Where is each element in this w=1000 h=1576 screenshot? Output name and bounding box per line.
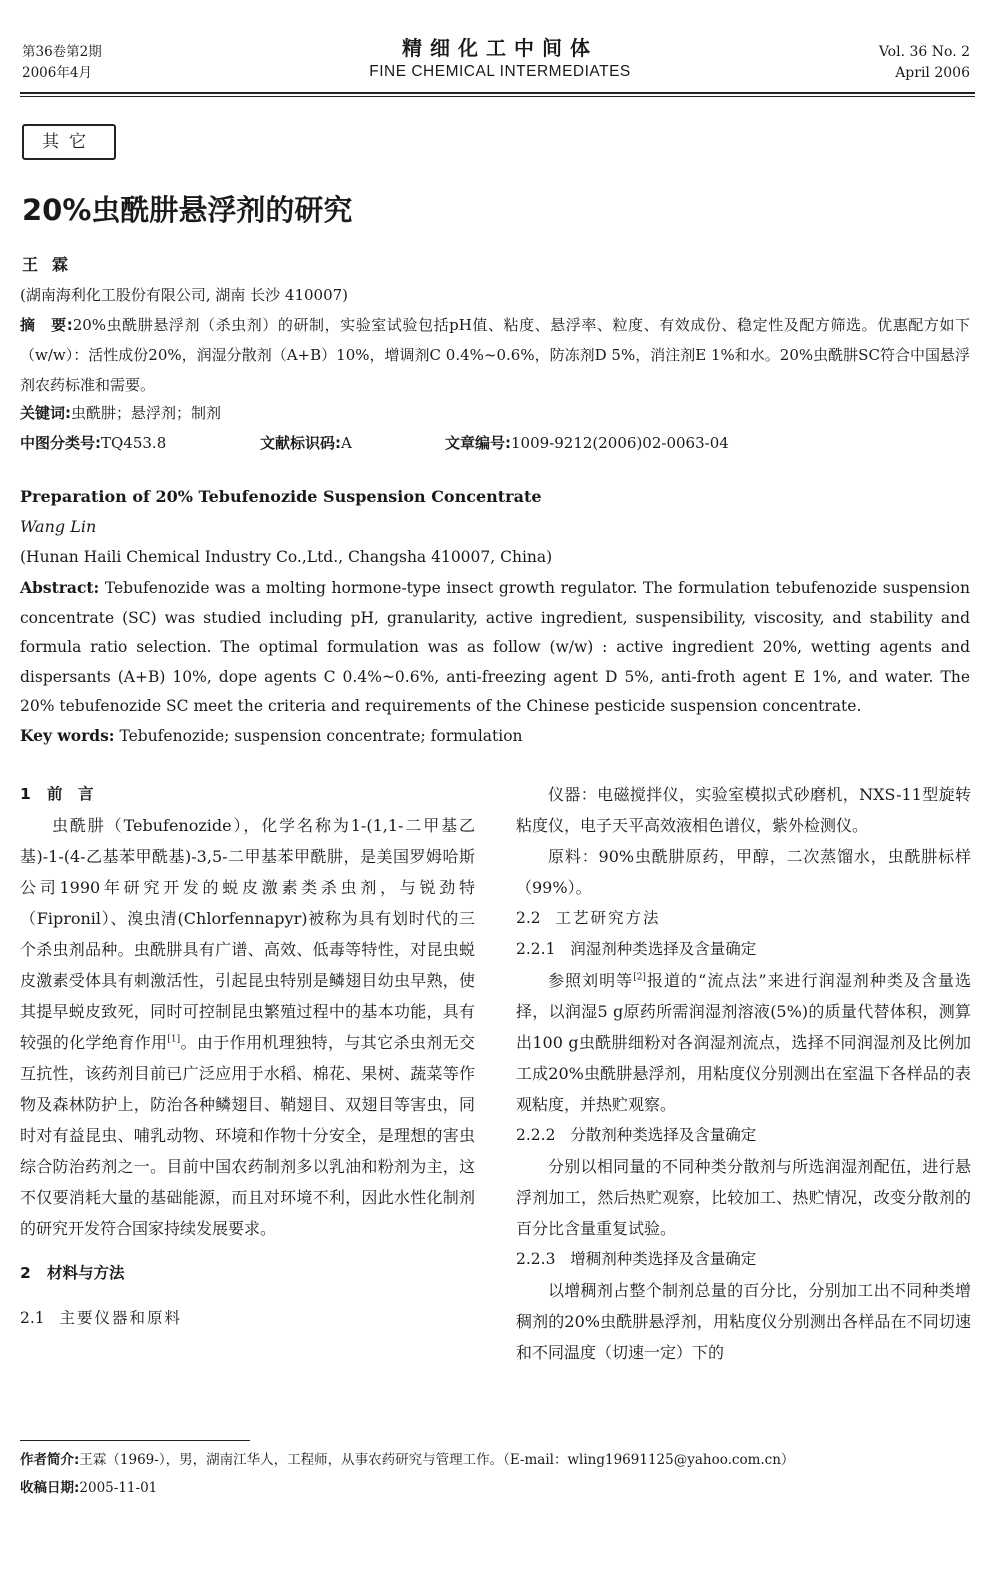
footnote-rule xyxy=(20,1440,250,1441)
author-bio-text: 王霖（1969-），男，湖南江华人，工程师，从事农药研究与管理工作。（E-mail：wling19691125@yahoo.com.cn） xyxy=(79,1452,795,1468)
date-cn: 2006年4月 xyxy=(22,65,92,81)
body-left-column xyxy=(20,779,475,1334)
header-rule xyxy=(20,92,975,94)
keywords-en xyxy=(20,725,523,747)
article-no-label: 文章编号: xyxy=(445,434,511,452)
author-bio xyxy=(20,1446,975,1474)
heading-materials-methods: 2 材料与方法 xyxy=(20,1264,125,1282)
header-issue-en xyxy=(879,42,970,84)
en-title: Preparation of 20% Tebufenozide Suspension Concentrate xyxy=(20,487,542,506)
keywords-cn-label: 关键词: xyxy=(20,404,71,422)
abstract-en xyxy=(20,573,970,722)
materials-paragraph: 原料：90%虫酰肼原药，甲醇，二次蒸馏水，虫酰肼标样（99%）。 xyxy=(516,847,971,897)
volume-en: Vol. 36 No. 2 xyxy=(878,44,970,60)
keywords-cn-text: 虫酰肼；悬浮剂；制剂 xyxy=(71,404,222,422)
author-bio-label: 作者简介: xyxy=(20,1452,80,1468)
clc-label: 中图分类号: xyxy=(20,434,101,452)
footnote xyxy=(20,1446,975,1502)
received-date-label: 收稿日期: xyxy=(20,1480,80,1496)
en-affiliation: (Hunan Haili Chemical Industry Co.,Ltd., Changsha 410007, China) xyxy=(20,548,553,566)
citation-ref-2: [2] xyxy=(633,972,646,983)
introduction-paragraph: 虫酰肼（Tebufenozide），化学名称为1-(1,1-二甲基乙基)-1-(4-乙基苯甲酰基)-3,5-二甲基苯甲酰肼，是美国罗姆哈斯公司1990年研究开发的蜕皮激素类杀虫剂，与锐劲特（Fipronil）、溴虫清(Chlorfennapyr)被称为具有划时代的三个杀虫剂品种。虫酰肼具有广谱、高效、低毒等特性，对昆虫蜕皮激素受体具有刺激活性，引起昆虫特别是鳞翅目幼虫早熟，使其提早蜕皮致死，同时可控制昆虫繁殖过程中的基本功能，具有较强的化学绝育作用[1]。由于作用机理独特，与其它杀虫剂无交互抗性，该药剂目前已广泛应用于水稻、棉花、果树、蔬菜等作物及森林防护上，防治各种鳞翅目、鞘翅目、双翅目等害虫，同时对有益昆虫、哺乳动物、环境和作物十分安全，是理想的害虫综合防治药剂之一。目前中国农药制剂多以乳油和粉剂为主，这不仅要消耗大量的基础能源，而且对环境不利，因此水性化制剂的研究开发符合国家持续发展要求。 xyxy=(20,816,475,1238)
journal-name-en: FINE CHEMICAL INTERMEDIATES xyxy=(369,63,631,80)
received-date xyxy=(20,1474,975,1502)
abstract-en-text: Tebufenozide was a molting hormone-type insect growth regulator. The formulation tebufenozide suspension concentrate (SC) was studied including pH, granularity, active ingredient, suspensibility, viscosity, and stability and formula ratio selection. The optimal formulation was as follow (w/w) : active ingredient 20%, wetting agents and dispersants (A+B) 10%, dope agents C 0.4%~0.6%, anti-freezing agent D 5%, anti-froth agent E 1%, and water. The 20% tebufenozide SC meet the criteria and requirements of the Chinese pesticide suspension concentrate. xyxy=(20,579,970,716)
header-rule-thin xyxy=(20,96,975,97)
volume-cn: 第36卷第2期 xyxy=(22,44,102,60)
heading-process-methods: 2.2 工艺研究方法 xyxy=(516,909,661,927)
wetting-agent-paragraph: 参照刘明等[2]报道的“流点法”来进行润湿剂种类及含量选择，以润湿5 g原药所需润湿剂溶液(5%)的质量代替体积，测算出100 g虫酰肼细粉对各润湿剂流点，选择不同润湿剂及比例加工成20%虫酰肼悬浮剂，用粘度仪分别测出在室温下各样品的表观粘度，并热贮观察。 xyxy=(516,971,971,1114)
abstract-cn-label: 摘 要: xyxy=(20,316,73,334)
journal-name-cn: 精细化工中间体 xyxy=(402,36,598,60)
keywords-cn xyxy=(20,402,221,424)
affiliation: (湖南海利化工股份有限公司, 湖南 长沙 410007) xyxy=(20,286,349,304)
abstract-en-label: Abstract: xyxy=(20,578,100,597)
instruments-paragraph: 仪器：电磁搅拌仪，实验室模拟式砂磨机，NXS-11型旋转粘度仪，电子天平高效液相色谱仪，紫外检测仪。 xyxy=(516,785,971,835)
keywords-en-text: Tebufenozide; suspension concentrate; formulation xyxy=(119,727,523,745)
heading-dispersant: 2.2.2 分散剂种类选择及含量确定 xyxy=(516,1126,757,1144)
dispersant-paragraph: 分别以相同量的不同种类分散剂与所选润湿剂配伍，进行悬浮剂加工，然后热贮观察，比较加工、热贮情况，改变分散剂的百分比含量重复试验。 xyxy=(516,1157,971,1238)
classification-line xyxy=(20,432,970,454)
header-journal xyxy=(0,35,1000,83)
clc-value: TQ453.8 xyxy=(101,434,167,452)
heading-introduction: 1 前 言 xyxy=(20,785,94,803)
doc-code-label: 文献标识码: xyxy=(260,434,341,452)
abstract-cn xyxy=(20,310,970,400)
abstract-cn-text: 20%虫酰肼悬浮剂（杀虫剂）的研制，实验室试验包括pH值、粘度、悬浮率、粒度、有效成份、稳定性及配方筛选。优惠配方如下（w/w）：活性成份20%，润湿分散剂（A+B）10%，增调剂C 0.4%~0.6%，防冻剂D 5%，消注剂E 1%和水。20%虫酰肼SC符合中国悬浮剂农药标准和需要。 xyxy=(20,316,971,394)
doc-code-value: A xyxy=(341,434,352,452)
author: 王霖 xyxy=(22,255,83,274)
en-author: Wang Lin xyxy=(20,517,97,536)
date-en: April 2006 xyxy=(895,65,970,81)
paper-title: 20%虫酰肼悬浮剂的研究 xyxy=(22,193,353,227)
section-label: 其它 xyxy=(22,124,116,160)
body-right-column xyxy=(516,779,971,1368)
received-date-value: 2005-11-01 xyxy=(79,1480,158,1496)
citation-ref-1: [1] xyxy=(167,1034,181,1045)
keywords-en-label: Key words: xyxy=(20,726,115,745)
heading-wetting-agent: 2.2.1 润湿剂种类选择及含量确定 xyxy=(516,940,757,958)
thickener-paragraph: 以增稠剂占整个制剂总量的百分比，分别加工出不同种类增稠剂的20%虫酰肼悬浮剂，用粘度仪分别测出各样品在不同切速和不同温度（切速一定）下的 xyxy=(516,1281,971,1362)
heading-instruments-materials: 2.1 主要仪器和原料 xyxy=(20,1309,182,1327)
heading-thickener: 2.2.3 增稠剂种类选择及含量确定 xyxy=(516,1250,757,1268)
article-no-value: 1009-9212(2006)02-0063-04 xyxy=(511,434,729,452)
